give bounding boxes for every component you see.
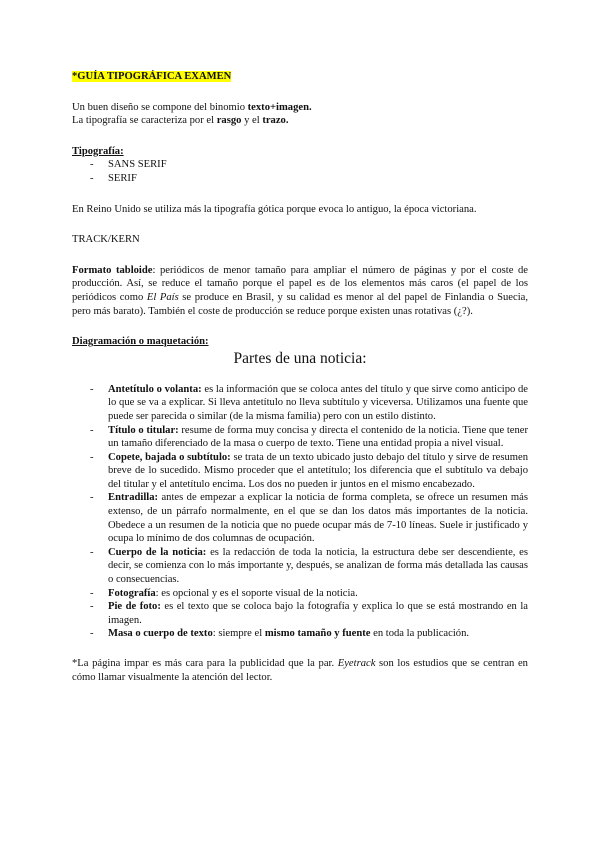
el-pais-italic: El País — [146, 291, 179, 303]
list-item: - Título o titular: resume de forma muy concisa y directa el contenido de la noticia. Tiene que tener un tamaño diferenciado de la masa o cuerpo de texto. Tiene una entidad propia a nivel visual. — [72, 424, 528, 451]
list-item: - Cuerpo de la noticia: es la redacción de toda la noticia, la estructura debe ser descendiente, es decir, se comienza con lo más importante y, después, se analizan de forma más detallada las causas o consecuencias. — [72, 546, 528, 587]
list-item: - Entradilla: antes de empezar a explicar la noticia de forma completa, se ofrece un resumen más extenso, de un párrafo normalmente, en el que se dan los datos más importantes de la noticia. Obedece a un resumen de la noticia que no puede ocupar más de 7-10 líneas. Suele ir justificado y ocupa lo mínimo de dos columnas de ocupación. — [72, 491, 528, 545]
intro-line-1 — [72, 101, 528, 115]
bold-rasgo: rasgo — [216, 115, 242, 127]
intro-line-2 — [72, 114, 528, 128]
intro-text: y el — [241, 115, 263, 127]
list-item: - Masa o cuerpo de texto: siempre el mismo tamaño y fuente en toda la publicación. — [72, 627, 528, 641]
footnote-paragraph: *La página impar es más cara para la publicidad que la par. Eyetrack son los estudios que se centran en cómo llamar visualmente la atención del lector. — [72, 658, 528, 683]
diagramacion-heading: Diagramación o maquetación: — [72, 336, 209, 348]
eyetrack-italic: Eyetrack — [337, 658, 376, 669]
tabloide-label: Formato tabloide — [72, 264, 153, 276]
intro-text: La tipografía se caracteriza por el — [72, 115, 217, 127]
intro-block — [72, 101, 528, 128]
bold-trazo: trazo. — [262, 115, 289, 127]
partes-noticia-title: Partes de una noticia: — [233, 349, 367, 367]
intro-text: Un buen diseño se compone del binomio — [72, 101, 248, 113]
list-item: - SANS SERIF — [72, 158, 528, 172]
tipografia-heading: Tipografía: — [72, 145, 124, 157]
tipografia-section — [72, 145, 528, 186]
list-item: - Pie de foto: es el texto que se coloca bajo la fotografía y explica lo que se está mostrando en la imagen. — [72, 600, 528, 627]
tipografia-list — [72, 158, 528, 185]
tabloide-paragraph: Formato tabloide: periódicos de menor tamaño para ampliar el número de páginas y por el coste de producción. Así, se reduce el tamaño porque el papel es de los elementos más caros (el papel de los periódicos como El País se produce en Brasil, y su calidad es menor al del papel de Finlandia o Suecia, pero más barato). También el coste de producción se reduce porque existen unas rotativas (¿?). — [72, 264, 529, 317]
intro-bold-binomio: texto+imagen. — [247, 101, 312, 113]
reino-unido-paragraph: En Reino Unido se utiliza más la tipografía gótica porque evoca lo antiguo, la época victoriana. — [72, 203, 477, 215]
list-item: - Copete, bajada o subtítulo: se trata de un texto ubicado justo debajo del título y sirve de resumen breve de lo sucedido. Mismo proceder que el antetítulo; los diferencia que el subtítulo va debajo del titular y el antetítulo encima. Los dos no pueden ir juntos en el mismo encabezado. — [72, 451, 528, 492]
partes-list — [72, 383, 528, 641]
list-item: - SERIF — [72, 172, 528, 186]
list-item: - Antetítulo o volanta: es la información que se coloca antes del título y que sirve como anticipo de lo que se va a explicar. Si lleva antetítulo no lleva subtítulo y viceversa. Utilizamos una fuente que puede ser parecida o similar (de la misma familia) pero con un estilo distinto. — [72, 383, 528, 424]
list-item: - Fotografía: es opcional y es el soporte visual de la noticia. — [72, 587, 528, 601]
document-title — [72, 70, 528, 84]
track-kern-line: TRACK/KERN — [72, 234, 140, 246]
highlighted-title: *GUÍA TIPOGRÁFICA EXAMEN — [72, 71, 232, 82]
